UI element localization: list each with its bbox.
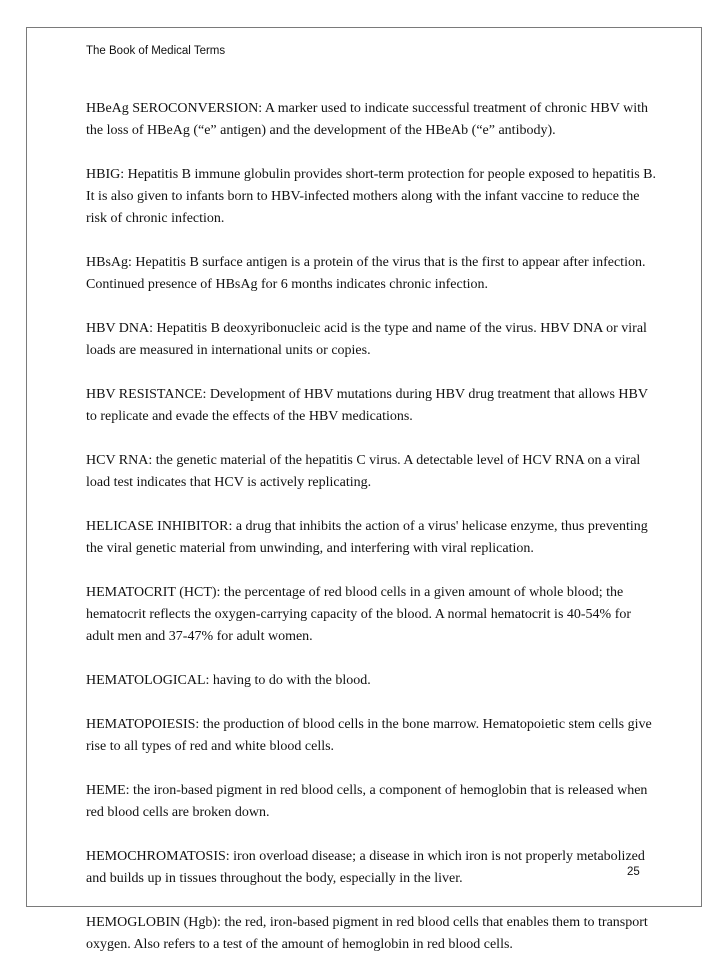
glossary-entry-hbeag-seroconversion: HBeAg SEROCONVERSION: A marker used to indicate successful treatment of chronic HBV with the loss of HBeAg (“e” antigen) and the development of the HBeAb (“e” antibody).	[86, 101, 648, 138]
glossary-entry-heme: HEME: the iron-based pigment in red blood cells, a component of hemoglobin that is released when red blood cells are broken down.	[86, 783, 648, 820]
glossary-entry-hbv-resistance: HBV RESISTANCE: Development of HBV mutations during HBV drug treatment that allows HBV to replicate and evade the effects of the HBV medications.	[86, 387, 648, 424]
glossary-entry-hbv-dna: HBV DNA: Hepatitis B deoxyribonucleic acid is the type and name of the virus. HBV DNA or viral loads are measured in international units or copies.	[86, 321, 647, 358]
glossary-entry-hemochromatosis: HEMOCHROMATOSIS: iron overload disease; a disease in which iron is not properly metabolized and builds up in tissues throughout the body, especially in the liver.	[86, 849, 645, 886]
glossary-entry-hematological: HEMATOLOGICAL: having to do with the blood.	[86, 673, 371, 688]
page-number: 25	[627, 866, 640, 878]
glossary-entry-hematopoiesis: HEMATOPOIESIS: the production of blood cells in the bone marrow. Hematopoietic stem cells give rise to all types of red and white blood cells.	[86, 717, 652, 754]
glossary-body	[86, 98, 656, 978]
glossary-entry-helicase-inhibitor: HELICASE INHIBITOR: a drug that inhibits the action of a virus' helicase enzyme, thus preventing the viral genetic material from unwinding, and interfering with viral replication.	[86, 519, 648, 556]
glossary-entry-hematocrit: HEMATOCRIT (HCT): the percentage of red blood cells in a given amount of whole blood; the hematocrit reflects the oxygen-carrying capacity of the blood. A normal hematocrit is 40-54% for adult men and 37-47% for adult women.	[86, 585, 632, 644]
glossary-entry-hcv-rna: HCV RNA: the genetic material of the hepatitis C virus. A detectable level of HCV RNA on a viral load test indicates that HCV is actively replicating.	[86, 453, 641, 490]
glossary-entry-hbsag: HBsAg: Hepatitis B surface antigen is a protein of the virus that is the first to appear after infection. Continued presence of HBsAg for 6 months indicates chronic infection.	[86, 255, 646, 292]
running-header: The Book of Medical Terms	[86, 45, 226, 57]
glossary-entry-hemoglobin: HEMOGLOBIN (Hgb): the red, iron-based pigment in red blood cells that enables them to transport oxygen. Also refers to a test of the amount of hemoglobin in red blood cells.	[86, 915, 648, 952]
glossary-entry-hbig: HBIG: Hepatitis B immune globulin provides short-term protection for people exposed to hepatitis B. It is also given to infants born to HBV-infected mothers along with the infant vaccine to reduce the risk of chronic infection.	[86, 167, 657, 226]
